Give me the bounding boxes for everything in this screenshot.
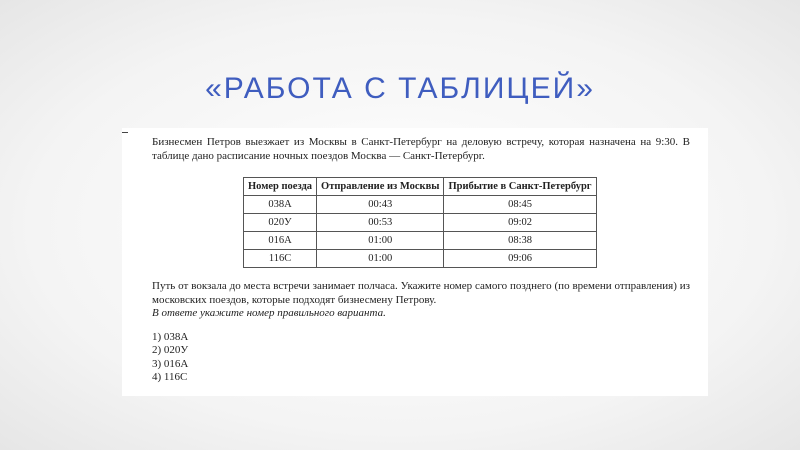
cell-train-number: 016А [244, 232, 317, 250]
answer-option: 3) 016А [152, 357, 189, 370]
cell-arrival: 08:45 [444, 196, 596, 214]
table-row [244, 250, 597, 268]
table-row [244, 196, 597, 214]
cell-departure: 01:00 [317, 232, 444, 250]
train-schedule-table [243, 177, 597, 268]
task-question: Путь от вокзала до места встречи занимает полчаса. Укажите номер самого позднего (по времени отправления) из московских поездов, которые подходят бизнесмену Петрову. [152, 280, 690, 306]
table-header-row [244, 178, 597, 196]
answer-option: 1) 038А [152, 330, 189, 343]
header-arrival: Прибытие в Санкт-Петербург [444, 178, 596, 196]
cell-departure: 01:00 [317, 250, 444, 268]
answer-options [152, 331, 690, 385]
slide-title: «РАБОТА С ТАБЛИЦЕЙ» [205, 72, 595, 105]
task-instruction: В ответе укажите номер правильного варианта. [152, 307, 386, 319]
table-row [244, 232, 597, 250]
table-row [244, 214, 597, 232]
header-departure: Отправление из Москвы [317, 178, 444, 196]
cell-departure: 00:53 [317, 214, 444, 232]
cell-arrival: 08:38 [444, 232, 596, 250]
cell-train-number: 038А [244, 196, 317, 214]
answer-option: 2) 020У [152, 344, 189, 356]
corner-mark [122, 132, 128, 133]
cell-arrival: 09:06 [444, 250, 596, 268]
cell-train-number: 116С [244, 250, 317, 268]
task-card [122, 128, 708, 396]
cell-train-number: 020У [244, 214, 317, 232]
header-train-number: Номер поезда [244, 178, 317, 196]
cell-departure: 00:43 [317, 196, 444, 214]
task-intro: Бизнесмен Петров выезжает из Москвы в Санкт-Петербург на деловую встречу, которая назначена на 9:30. В таблице дано расписание ночных поездов Москва — Санкт-Петербург. [152, 136, 690, 162]
cell-arrival: 09:02 [444, 214, 596, 232]
answer-option: 4) 116С [152, 371, 188, 383]
